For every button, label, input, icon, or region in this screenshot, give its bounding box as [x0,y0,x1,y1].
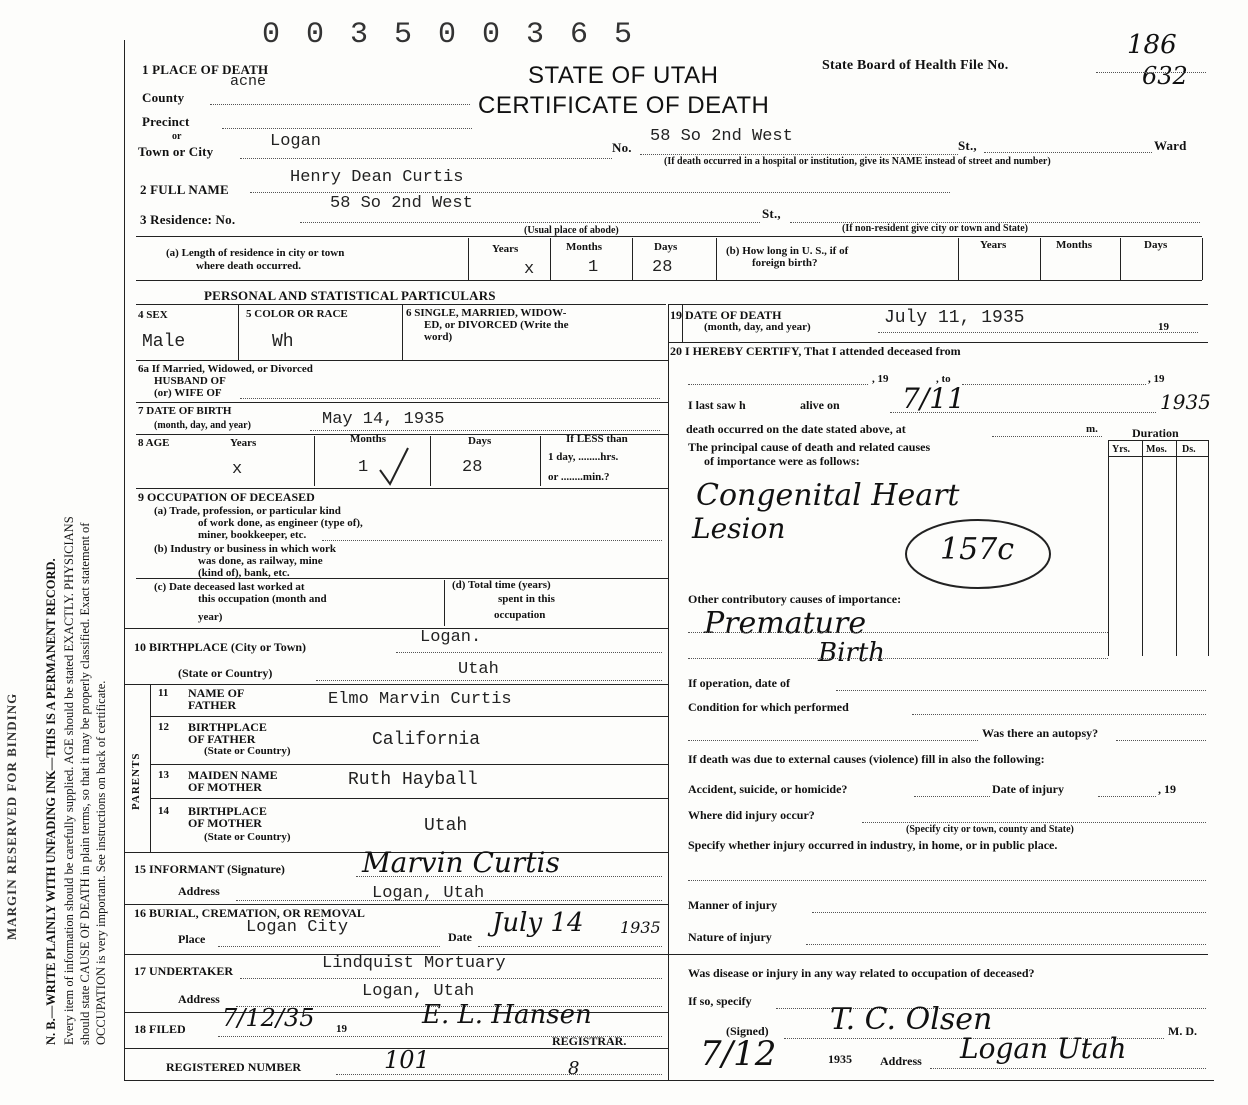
occ-d-2: spent in this [498,593,555,605]
dod-label-1: 19 DATE OF DEATH [670,308,782,322]
res-years-value: x [524,260,535,279]
condition-label: Condition for which performed [688,700,849,714]
father-bp-value: California [372,730,481,750]
age-days-label: Days [468,435,492,447]
informant-address-value: Logan, Utah [372,884,485,903]
last-saw-value: 7/11 [902,382,965,415]
alive-label: alive on [800,398,840,412]
length-residence-label-2: where death occurred. [196,260,301,272]
death-occurred-label: death occurred on the date stated above, at [686,422,906,436]
burial-date-label: Date [448,930,472,944]
residence-st-label: St., [762,206,781,221]
dob-value: May 14, 1935 [322,410,445,429]
burial-date-value: July 14 [492,908,584,938]
frame-center [668,304,669,1080]
dod-label-2: (month, day, and year) [704,321,811,333]
father-bp-num: 12 [158,721,169,733]
margin-instruction-2: Every item of information should be carefully supplied. AGE should be stated EXACTLY. PHYSICIANS [62,516,76,1045]
full-name-label: 2 FULL NAME [140,182,229,197]
duration-label: Duration [1132,426,1179,440]
us-label-2: foreign birth? [752,257,818,269]
father-bp-label-3: (State or Country) [204,745,291,757]
margin-reserved: MARGIN RESERVED FOR BINDING [4,692,19,940]
mother-bp-value: Utah [424,816,468,836]
other-causes-value-1: Premature [704,606,867,641]
informant-signature: Marvin Curtis [362,846,560,879]
age-months-label: Months [350,433,387,445]
informant-label: 15 INFORMANT (Signature) [134,862,285,876]
occ-a-2: of work done, as engineer (type of), [198,517,363,529]
certify-label: 20 I HEREBY CERTIFY, That I attended deceased from [670,344,961,358]
residence-value: 58 So 2nd West [330,194,473,213]
margin-instruction-3: should state CAUSE OF DEATH in plain terms, so that it may be properly classified. Exact statement of [78,522,92,1045]
undertaker-label: 17 UNDERTAKER [134,964,234,978]
mother-value: Ruth Hayball [348,770,478,790]
external-causes-label: If death was due to external causes (violence) fill in also the following: [688,752,1045,766]
certificate-title-state: STATE OF UTAH [528,62,719,89]
county-value: acne [230,73,267,90]
father-bp-label-1: BIRTHPLACE [188,720,267,734]
street-no-value: 58 So 2nd West [650,127,793,146]
other-causes-label: Other contributory causes of importance: [688,592,902,606]
father-label-1: NAME OF [188,686,245,700]
ward-label: Ward [1154,138,1187,153]
mother-num: 13 [158,769,169,781]
mother-label-2: OF MOTHER [188,780,262,794]
from-19: , 19 [872,373,889,385]
occ-related-label: Was disease or injury in any way related to occupation of deceased? [688,966,1035,980]
burial-place-value: Logan City [246,918,349,937]
mother-label-1: MAIDEN NAME [188,768,278,782]
occupation-label: 9 OCCUPATION OF DECEASED [138,490,315,504]
occ-b-2: was done, as railway, mine [198,555,323,567]
duration-mos: Mos. [1146,444,1167,455]
us-years-label: Years [980,239,1007,251]
hospital-note: (If death occurred in a hospital or institution, give its NAME instead of street and number) [664,156,1051,167]
file-number-label: State Board of Health File No. [822,58,1009,73]
mother-bp-label-3: (State or Country) [204,831,291,843]
father-num: 11 [158,687,169,699]
town-value: Logan [270,132,322,151]
burial-label: 16 BURIAL, CREMATION, OR REMOVAL [134,906,365,920]
length-residence-label-1: (a) Length of residence in city or town [166,247,345,259]
county-label: County [142,90,185,105]
signed-label: (Signed) [726,1024,769,1038]
marital-label-3: word) [424,331,453,343]
operation-label: If operation, date of [688,676,790,690]
other-causes-value-2: Birth [818,638,886,668]
duration-ds: Ds. [1182,444,1196,455]
serial-number: 0 0 3 5 0 0 3 6 5 [262,18,637,52]
injury-19: , 19 [1158,782,1176,796]
res-years-label: Years [492,243,519,255]
town-label: Town or City [138,144,214,159]
occ-a-3: miner, bookkeeper, etc. [198,529,307,541]
cause-value-2: Lesion [692,512,786,545]
less-than-label-3: or ........min.? [548,471,610,483]
file-number-2: 632 [1142,62,1188,90]
occ-d-3: occupation [494,609,546,621]
dob-label-1: 7 DATE OF BIRTH [138,405,232,417]
parents-label: PARENTS [130,752,142,810]
res-months-value: 1 [588,258,599,277]
personal-header: PERSONAL AND STATISTICAL PARTICULARS [204,288,496,303]
registered-number-value: 101 [384,1046,430,1074]
sex-value: Male [142,332,186,352]
m-label: m. [1086,423,1098,435]
autopsy-label: Was there an autopsy? [982,726,1099,740]
age-days-value: 28 [462,458,483,477]
age-years-value: x [232,460,243,479]
informant-address-label: Address [178,884,220,898]
undertaker-value: Lindquist Mortuary [322,954,506,973]
marital-label-1: 6 SINGLE, MARRIED, WIDOW- [406,307,567,319]
undertaker-address-value: Logan, Utah [362,982,475,1001]
checkmark-icon [378,446,410,486]
last-saw-label: I last saw h [688,398,746,412]
where-injury-note: (Specify city or town, county and State) [906,824,1074,835]
state-country-value: Utah [458,660,499,679]
mother-bp-label-2: OF MOTHER [188,816,262,830]
injury-date-label: Date of injury [992,782,1064,796]
less-than-label-1: If LESS than [566,433,628,445]
or-label: or [172,131,182,142]
us-label-1: (b) How long in U. S., if of [726,245,849,257]
cause-code: 157c [940,532,1015,567]
us-months-label: Months [1056,239,1093,251]
frame-bottom [124,1080,1214,1081]
physician-signature: T. C. Olsen [830,1002,993,1037]
color-label: 5 COLOR OR RACE [246,308,348,320]
spouse-label-3: (or) WIFE OF [154,387,222,399]
age-months-value: 1 [358,458,369,477]
registered-number-extra: 8 [568,1058,580,1079]
birthplace-value: Logan. [420,628,482,647]
cause-label-2: of importance were as follows: [704,454,860,468]
father-label-2: FATHER [188,698,237,712]
registrar-signature: E. L. Hansen [422,1000,592,1030]
state-country-label: (State or Country) [178,666,273,680]
spouse-label-2: HUSBAND OF [154,375,226,387]
signed-date: 7/12 [700,1034,777,1074]
dob-label-2: (month, day, and year) [154,420,251,431]
res-months-label: Months [566,241,603,253]
color-value: Wh [272,332,294,352]
dod-19: 19 [1158,321,1169,333]
filed-19: 19 [336,1023,347,1035]
usual-abode-note: (Usual place of abode) [524,225,619,236]
father-value: Elmo Marvin Curtis [328,690,512,709]
marital-label-2: ED, or DIVORCED (Write the [424,319,569,331]
nature-label: Nature of injury [688,930,772,944]
mother-bp-num: 14 [158,805,169,817]
street-st-label: St., [958,138,977,153]
duration-yrs: Yrs. [1112,444,1131,455]
occ-c-2: this occupation (month and [198,593,327,605]
occ-d-1: (d) Total time (years) [452,579,551,591]
age-label: 8 AGE [138,437,170,449]
frame-left [124,40,125,1080]
if-so-label: If so, specify [688,994,752,1008]
res-days-value: 28 [652,258,673,277]
place-of-death-label: 1 PLACE OF DEATH [142,62,269,77]
father-bp-label-2: OF FATHER [188,732,256,746]
where-injury-label: Where did injury occur? [688,808,815,822]
manner-label: Manner of injury [688,898,778,912]
us-days-label: Days [1144,239,1168,251]
age-years-label: Years [230,437,257,449]
dod-value: July 11, 1935 [884,308,1025,328]
filed-value: 7/12/35 [222,1004,315,1032]
res-days-label: Days [654,241,678,253]
occ-c-3: year) [198,611,223,623]
occ-a-1: (a) Trade, profession, or particular kind [154,505,341,517]
margin-instruction-1: N. B.—WRITE PLAINLY WITH UNFADING INK—THIS IS A PERMANENT RECORD. [44,558,58,1045]
sex-label: 4 SEX [138,309,168,321]
cause-label-1: The principal cause of death and related causes [688,440,931,454]
signed-address-value: Logan Utah [960,1032,1127,1065]
non-resident-note: (If non-resident give city or town and State) [842,223,1029,234]
residence-label: 3 Residence: No. [140,212,236,227]
precinct-label: Precinct [142,114,190,129]
registrar-label: REGISTRAR. [552,1034,627,1048]
md-label: M. D. [1168,1024,1197,1038]
filed-label: 18 FILED [134,1022,186,1036]
margin-instruction-4: OCCUPATION is very important. See instructions on back of certificate. [94,680,108,1045]
spouse-label-1: 6a If Married, Widowed, or Divorced [138,363,313,375]
certificate-title: CERTIFICATE OF DEATH [478,92,770,119]
last-saw-year: 1935 [1160,390,1211,414]
occ-c-1: (c) Date deceased last worked at [154,581,305,593]
registered-number-label: REGISTERED NUMBER [166,1060,302,1074]
accident-label: Accident, suicide, or homicide? [688,782,848,796]
specify-injury-label: Specify whether injury occurred in industry, in home, or in public place. [688,838,1058,852]
cause-value-1: Congenital Heart [696,478,960,513]
to-19: , 19 [1148,373,1165,385]
street-no-label: No. [612,140,632,155]
full-name-value: Henry Dean Curtis [290,168,464,187]
occ-b-3: (kind of), bank, etc. [198,567,290,579]
undertaker-address-label: Address [178,992,220,1006]
signed-year: 1935 [828,1052,852,1066]
occ-b-1: (b) Industry or business in which work [154,543,336,555]
less-than-label-2: 1 day, ........hrs. [548,451,619,463]
birthplace-label: 10 BIRTHPLACE (City or Town) [134,640,307,654]
to-label: , to [936,373,951,385]
mother-bp-label-1: BIRTHPLACE [188,804,267,818]
signed-address-label: Address [880,1054,922,1068]
burial-date-year: 1935 [620,918,661,937]
burial-place-label: Place [178,932,206,946]
file-number-1: 186 [1127,30,1177,60]
